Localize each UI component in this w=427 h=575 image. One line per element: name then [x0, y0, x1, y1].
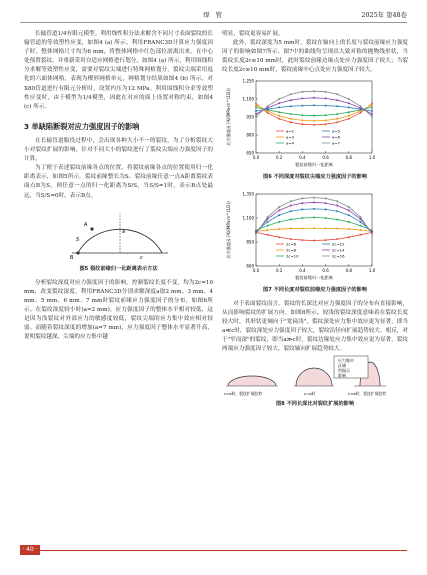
fig8-zone-label: 影响	[338, 373, 346, 379]
data-point	[267, 216, 269, 218]
data-point	[290, 218, 292, 220]
data-point	[313, 207, 315, 209]
legend-label: 2c=10	[286, 253, 299, 259]
data-point	[301, 115, 303, 117]
y-tick-label: 1,250	[242, 78, 254, 84]
data-point	[371, 107, 373, 109]
series-line	[256, 92, 372, 117]
data-point	[255, 110, 257, 112]
data-point	[255, 232, 257, 234]
data-point	[301, 105, 303, 107]
y-tick-label: 600	[246, 263, 254, 269]
x-tick-label: 1.0	[368, 267, 376, 273]
data-point	[348, 107, 350, 109]
legend-label: 2c=16	[332, 253, 345, 259]
data-point	[325, 115, 327, 117]
data-point	[267, 229, 269, 231]
data-point	[359, 112, 361, 114]
fig8-caption-right: c<a时，裂纹扩展趋势	[348, 391, 386, 397]
data-point	[336, 100, 338, 102]
figure-7-caption: 图7 不同长度对裂纹前缘应力强度因子的影响	[263, 286, 367, 293]
figure-5-caption: 图5 裂纹前缘归一化距离表示方法	[79, 265, 158, 272]
figure-6-chart	[222, 75, 408, 171]
data-point	[290, 113, 292, 115]
y-tick-label: 950	[246, 114, 254, 120]
data-point	[359, 224, 361, 226]
legend-label: 2c=6	[286, 241, 297, 247]
fig8-zone-label: 区域	[338, 363, 346, 369]
data-point	[301, 208, 303, 210]
data-point	[255, 104, 257, 106]
data-point	[301, 217, 303, 219]
data-point	[336, 113, 338, 115]
data-point	[267, 220, 269, 222]
data-point	[290, 204, 292, 206]
figure-5-diagram	[64, 201, 174, 263]
x-tick-label: 1.0	[368, 155, 376, 161]
fig8-zone-label: 所指示	[338, 368, 350, 374]
x-tick-label: 0.0	[252, 267, 260, 273]
x-tick-label: 0.4	[299, 267, 306, 273]
legend-label: a=2	[286, 128, 294, 134]
data-point	[278, 107, 280, 109]
legend-label: a=3	[286, 134, 294, 140]
data-point	[313, 201, 315, 203]
data-point	[371, 110, 373, 112]
data-point	[278, 98, 280, 100]
paragraph: 明显，裂纹更容易扩展。	[222, 31, 284, 37]
right-column	[222, 30, 408, 414]
data-point	[325, 217, 327, 219]
x-tick-label: 0.4	[299, 155, 306, 161]
legend-label: a=5	[332, 128, 340, 134]
legend-label: a=4	[286, 140, 294, 146]
section-heading: 3 单缺陷断裂对应力强度因子的影响	[24, 121, 140, 131]
data-point	[325, 202, 327, 204]
data-point	[348, 209, 350, 211]
data-point	[290, 227, 292, 229]
page-number: · 40 ·	[20, 545, 40, 555]
legend-label: a=6	[332, 134, 340, 140]
data-point	[255, 113, 257, 115]
data-point	[313, 105, 315, 107]
data-point	[336, 227, 338, 229]
data-point	[290, 118, 292, 120]
data-point	[336, 204, 338, 206]
plot-frame	[256, 194, 372, 266]
data-point	[267, 233, 269, 235]
x-tick-label: 0.6	[322, 155, 329, 161]
data-point	[267, 224, 269, 226]
data-point	[255, 107, 257, 109]
data-point	[359, 220, 361, 222]
legend-label: 2c=14	[332, 247, 345, 253]
data-point	[348, 118, 350, 120]
data-point	[336, 210, 338, 212]
data-point	[359, 233, 361, 235]
data-point	[371, 116, 373, 118]
x-tick-label: 0.6	[322, 267, 329, 273]
data-point	[348, 103, 350, 105]
data-point	[278, 228, 280, 230]
data-point	[278, 118, 280, 120]
y-axis-label: 应力强度因子K/(MPa·m^(1/2))	[226, 200, 231, 259]
data-point	[359, 229, 361, 231]
figure-8-diagram	[222, 354, 408, 398]
figure-7-chart	[222, 188, 408, 284]
data-point	[267, 112, 269, 114]
data-point	[255, 116, 257, 118]
data-point	[290, 100, 292, 102]
data-point	[278, 220, 280, 222]
data-point	[278, 112, 280, 114]
data-point	[278, 236, 280, 238]
data-point	[301, 227, 303, 229]
y-tick-label: 800	[246, 132, 254, 138]
x-tick-label: 0.2	[276, 155, 283, 161]
footer-rule	[40, 550, 407, 551]
legend-label: 2c=12	[332, 241, 345, 247]
data-point	[313, 115, 315, 117]
data-point	[336, 118, 338, 120]
data-point	[313, 120, 315, 122]
paragraph: 长输管道1/4有限元模型。利用线性积分法求解含不同尺寸表面裂纹的长输管道的等效塑性应变，如图4 (a) 所示。利用FRANC3D计算应力强度因子时，整体网格尺寸均为6 mm，将整体网格中红色部位剖离出来，在中心处预置裂纹，并重新采用自适应网格进行划分，如图4 (a) 所示，利用围线积分求解等效塑性应变，需要对裂纹尖端进行特殊网格划分，裂纹尖端采用退化的六面体网格，表现为楔形网格单元，网格划分结果如图4 (b) 所示，对X80管道进行有限元分析时，设置内压为12 MPa。利用围线积分求等效塑性应变时，由于模型为1/4模型，因此在对应的面上设置对称约束，如图4 (c) 所示。	[24, 31, 213, 110]
legend-label: 2c=8	[286, 247, 297, 253]
data-point	[313, 216, 315, 218]
figure-6-caption: 图6 不同深度对裂纹尖端应力强度因子的影响	[263, 174, 367, 181]
data-point	[313, 97, 315, 99]
data-point	[301, 197, 303, 199]
data-point	[301, 98, 303, 100]
y-tick-label: 1,100	[242, 215, 254, 221]
fig8-caption-left: c>a时，裂纹扩展趋势	[224, 391, 262, 397]
data-point	[336, 218, 338, 220]
data-point	[301, 239, 303, 241]
data-point	[267, 106, 269, 108]
data-point	[348, 115, 350, 117]
data-point	[325, 105, 327, 107]
x-tick-label: 0.0	[252, 155, 260, 161]
data-point	[290, 200, 292, 202]
data-point	[325, 91, 327, 93]
data-point	[348, 214, 350, 216]
data-point	[313, 91, 315, 93]
fig5-label-halflength: c	[139, 254, 143, 261]
data-point	[278, 115, 280, 117]
data-point	[359, 216, 361, 218]
data-point	[336, 122, 338, 124]
data-point	[348, 236, 350, 238]
data-point	[336, 238, 338, 240]
fig5-label-b-point: B	[69, 254, 73, 261]
series-line	[256, 105, 372, 121]
data-point	[313, 239, 315, 241]
data-point	[325, 120, 327, 122]
data-point	[301, 124, 303, 126]
fig8-caption-middle: c=a时	[304, 391, 316, 397]
data-point	[325, 197, 327, 199]
fig8-zone-label: 应力集中	[338, 358, 354, 364]
fig5-label-depth: a	[121, 228, 125, 235]
fig5-label-a-point: A	[83, 221, 87, 228]
data-point	[325, 98, 327, 100]
data-point	[359, 106, 361, 108]
data-point	[278, 103, 280, 105]
volume-label: 2025年 第48卷	[361, 11, 407, 19]
paragraph: 为了便于表述裂纹前缘各点的位置，将裂纹前缘各点的位置使用归一化距离表示，如图5所示。裂纹前缘整长为S。裂纹前缘任意一点A距离裂纹表面点B为S，则任意一点的归一化距离为S/S，当S/S=1时，表示B点处最远，当S/S=0时，表示B点。	[24, 165, 213, 199]
y-axis-label: 应力强度因子K/(MPa·m^(1/2))	[226, 88, 231, 147]
data-point	[348, 220, 350, 222]
data-point	[290, 94, 292, 96]
data-point	[371, 113, 373, 115]
data-point	[325, 124, 327, 126]
data-point	[278, 209, 280, 211]
x-axis-label: 裂纹前缘归一化距离	[295, 162, 333, 168]
data-point	[336, 94, 338, 96]
y-tick-label: 650	[246, 150, 254, 156]
y-tick-label: 1,350	[242, 191, 254, 197]
data-point	[301, 91, 303, 93]
data-point	[336, 200, 338, 202]
data-point	[348, 228, 350, 230]
journal-name: 焊 管	[203, 11, 224, 19]
data-point	[290, 238, 292, 240]
data-point	[278, 206, 280, 208]
y-tick-label: 1,100	[242, 96, 254, 102]
data-point	[290, 106, 292, 108]
paragraph: 在长输管道服役过程中，会出现各种大小不一的裂纹，为了分析裂纹大小对裂纹扩展的影响，针对不同大小的裂纹进行了裂纹尖端应力强度因子的计算。	[24, 137, 213, 163]
data-point	[313, 124, 315, 126]
x-tick-label: 0.8	[345, 267, 352, 273]
data-point	[348, 206, 350, 208]
y-tick-label: 850	[246, 239, 254, 245]
data-point	[301, 120, 303, 122]
data-point	[348, 112, 350, 114]
data-point	[313, 227, 315, 229]
data-point	[301, 202, 303, 204]
data-point	[348, 98, 350, 100]
data-point	[290, 210, 292, 212]
paragraph: 对于表面裂纹而言，裂纹的长深比对应力强度因子的分布有直接影响，从而影响裂纹的扩展方向。如图8所示，较浅的裂纹深度意味着在裂纹长度较大时，其形状更倾向于"宽扁浅"，裂纹深处应力集中效应更为显著，即当a≪c时，裂纹深处应力强度因子较大，裂纹沿径向扩展趋势较大。相反，对于"窄而深"的裂纹，即当a≫c时，裂纹边缘处应力集中效应更为显著，裂纹两端应力强度因子较大，裂纹轴向扩展趋势较大。	[222, 300, 408, 353]
data-point	[278, 214, 280, 216]
data-point	[371, 104, 373, 106]
legend-label: a=7	[332, 140, 340, 146]
data-point	[325, 239, 327, 241]
data-point	[325, 227, 327, 229]
fig5-label-s: S	[75, 236, 79, 243]
data-point	[336, 106, 338, 108]
x-tick-label: 0.8	[345, 155, 352, 161]
figure-8-caption: 图8 不同长深比对裂纹扩展的影响	[275, 401, 355, 408]
left-column	[24, 30, 213, 342]
paragraph: 分析裂纹深度对应力强度因子的影响，控制裂纹长度不变，均为2c=10 mm，改变裂纹深度。利用FRANC3D分别求解深度a取2 mm、3 mm、4 mm、5 mm、6 mm、7 mm时裂纹前缘应力强度因子的分布，如图6所示。在裂纹深度较小时(a=2 mm)，应力强度因子的整体水平相对较低，这是因为浅裂纹对外部应力的敏感度较低，裂纹尖端的应力集中效应相对较弱。而随着裂纹深度的增加(a=7 mm)，应力强度因子整体水平显著升高，说明裂纹越深，尖端的应力集中越	[24, 279, 213, 341]
x-tick-label: 0.2	[276, 267, 283, 273]
x-axis-label: 裂纹前缘归一化距离	[295, 274, 333, 280]
data-point	[371, 232, 373, 234]
paragraph: 此外，裂纹深度为5 mm时，裂纹在轴向上的长度与裂纹前缘应力强度因子的影响如图7所示。图7中的曲线均呈现出大致对称的抛物线形状，当裂纹长度2c≤10 mm时，此时裂纹前缘边缘点处应力强度因子较大；当裂纹长度2c≥10 mm时，裂纹前缘中心点处应力强度因子较大。	[222, 40, 408, 74]
data-point	[290, 122, 292, 124]
data-point	[313, 196, 315, 198]
series-line	[256, 232, 372, 240]
data-point	[325, 208, 327, 210]
page-header	[20, 8, 407, 23]
